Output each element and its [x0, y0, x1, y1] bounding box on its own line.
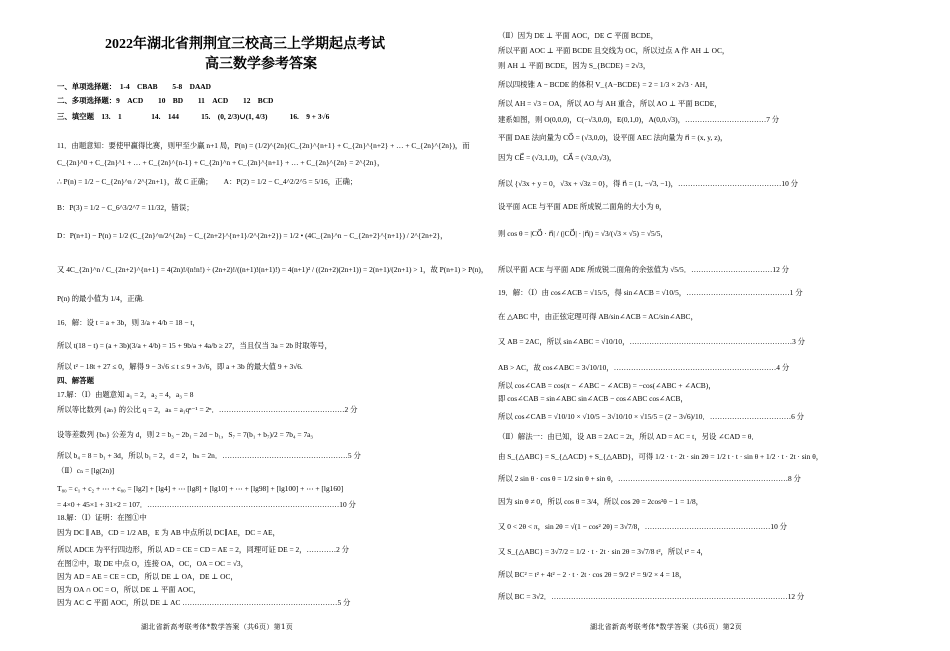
q18-line-3: 所以 ADCE 为平行四边形，所以 AD = CE = CD = AE = 2，同理可证 DE = 2，…………2 分	[57, 545, 350, 554]
q18-part2-line-8: 因为 CE⃗ = (√3,1,0)，CA⃗ = (√3,0,√3)，	[498, 153, 617, 162]
q17-line-4: 所以 b₄ = 8 = b₁ + 3d，所以 b₁ = 2，d = 2，bₙ = 2n．……………………………………………5 分	[57, 451, 361, 460]
q19-line-9: 由 S_{△ABC} = S_{△ACD} + S_{△ABD}，可得 1/2 · t · 2t · sin 2θ = 1/2 t · t · sin θ + 1/2 · t · 2t · sin θ，	[498, 452, 824, 461]
q16-line-3: 所以 t² − 18t + 27 ≤ 0，解得 9 − 3√6 ≤ t ≤ 9 + 3√6，即 a + 3b 的最大值 9 + 3√6.	[57, 362, 303, 371]
page-1-column	[57, 0, 489, 651]
q11-line-3: ∴ P(n) = 1/2 − C_{2n}^n / 2^{2n+1}，故 C 正确； A：P(2) = 1/2 − C_4^2/2^5 = 5/16，正确；	[57, 177, 358, 186]
document-title: 2022年湖北省荆荆宜三校高三上学期起点考试	[105, 37, 385, 52]
q11-line-5: D：P(n+1) − P(n) = 1/2 (C_{2n}^n/2^{2n} − C_{2n+2}^{n+1}/2^{2n+2}) = 1/2 • (4C_{2n}^n − C_{2n+2}^{n+1}) / 2^{2n+2}，	[57, 231, 448, 240]
q19-line-1: 19．解：（Ⅰ）由 cos∠ACB = √15/5，得 sin∠ACB = √10/5，……………………………………1 分	[498, 288, 803, 297]
q18-line-4: 在图②中，取 DE 中点 O，连接 OA，OC，OA = OC = √3，	[57, 559, 249, 568]
q18-part2-line-6: 建系如图，则 O(0,0,0)，C(−√3,0,0)，E(0,1,0)，A(0,0,√3)，……………………………7 分	[498, 115, 780, 124]
q17-line-6: T₈₀ = c₁ + c₂ + ⋯ + c₈₀ = [lg2] + [lg4] + ⋯ [lg8] + [lg10] + ⋯ + [lg98] + [lg100] + ⋯ + [lg160]	[57, 484, 344, 493]
q18-line-7: 因为 AC ⊂ 平面 AOC，所以 DE ⊥ AC ………………………………………………………5 分	[57, 598, 351, 607]
q16-line-1: 16．解：设 t = a + 3b，则 3/a + 4/b = 18 − t，	[57, 318, 200, 327]
q19-line-11: 因为 sin θ ≠ 0，所以 cos θ = 3/4，所以 cos 2θ = 2cos²θ − 1 = 1/8，	[498, 497, 704, 506]
section-heading-solutions: 四、解答题	[57, 376, 94, 385]
q16-line-2: 所以 t(18 − t) = (a + 3b)(3/a + 4/b) = 15 + 9b/a + 4a/b ≥ 27，当且仅当 3a = 2b 时取等号，	[57, 341, 332, 350]
q19-line-6: 即 cos∠CAB = sin∠ABC sin∠ACB − cos∠ABC cos∠ACB，	[498, 394, 688, 403]
q17-line-2: 所以等比数列 {aₙ} 的公比 q = 2，aₙ = a₁qⁿ⁻¹ = 2ⁿ．……………………………………………2 分	[57, 405, 358, 414]
document-subtitle: 高三数学参考答案	[205, 57, 317, 72]
fill-blank-answers: 三、填空题 13. 1 14. 144 15. (0, 2/3)∪(1, 4/3) 16. 9 + 3√6	[57, 112, 330, 121]
q18-line-1: 18.解：（Ⅰ）证明：在图①中	[57, 513, 147, 522]
q18-part2-line-11: 则 cos θ = |CO⃗ · n⃗| / (|CO⃗| · |n⃗|) = √3/(√3 × √5) = √5/5，	[498, 229, 668, 238]
q18-part2-line-5: 所以 AH = √3 = OA，所以 AO 与 AH 重合，所以 AO ⊥ 平面 BCDE，	[498, 99, 722, 108]
q11-line-6: 又 4C_{2n}^n / C_{2n+2}^{n+1} = 4(2n)!/(n!n!) ÷ (2n+2)!/((n+1)!(n+1)!) = 4(n+1)² / ((2n+2)(2n+1)) = 2(n+1)/(2n+1) > 1，故 P(n+1) > P(n)，	[57, 265, 489, 274]
page-2-footer: 湖北省新高考联考体*数学答案（共6页）第2页	[590, 623, 743, 631]
q11-line-4: B：P(3) = 1/2 − C_6^3/2^7 = 11/32，错误；	[57, 203, 194, 212]
q19-line-7: 所以 cos∠CAB = √10/10 × √10/5 − 3√10/10 × √15/5 = (2 − 3√6)/10．……………………………6 分	[498, 412, 805, 421]
q17-line-3: 设等差数列 {bₙ} 公差为 d，则 2 = b₃ − 2b₁ = 2d − b₁，S₇ = 7(b₁ + b₇)/2 = 7b₄ = 7a₃	[57, 430, 313, 439]
q18-part2-line-4: 所以四棱锥 A − BCDE 的体积 V_{A−BCDE} = 2 = 1/3 × 2√3 · AH，	[498, 80, 713, 89]
multi-choice-answers: 二、多项选择题：9 ACD 10 BD 11 ACD 12 BCD	[57, 96, 274, 105]
q11-line-1: 11．由题意知：要使甲赢得比赛，则甲至少赢 n+1 局，P(n) = (1/2)^{2n}(C_{2n}^{n+1} + C_{2n}^{n+2} + … + C_{2n}^{2n})，而	[57, 141, 470, 150]
q19-line-2: 在 △ABC 中，由正弦定理可得 AB/sin∠ACB = AC/sin∠ABC，	[498, 312, 698, 321]
q11-line-7: P(n) 的最小值为 1/4，正确.	[57, 294, 144, 303]
single-choice-answers: 一、单项选择题： 1-4 CBAB 5-8 DAAD	[57, 82, 211, 91]
q18-part2-line-2: 所以平面 AOC ⊥ 平面 BCDE 且交线为 OC，所以过点 A 作 AH ⊥ OC，	[498, 46, 730, 55]
q19-line-4: AB > AC，故 cos∠ABC = 3√10/10，…………………………………………………………4 分	[498, 363, 790, 372]
q19-line-3: 又 AB = 2AC，所以 sin∠ABC = √10/10，…………………………………………………………3 分	[498, 337, 806, 346]
q18-part2-line-3: 则 AH ⊥ 平面 BCDE，因为 S_{BCDE} = 2√3，	[498, 61, 651, 70]
q11-line-2: C_{2n}^0 + C_{2n}^1 + … + C_{2n}^{n-1} + C_{2n}^n + C_{2n}^{n+1} + … + C_{2n}^{2n} = 2^{2n}，	[57, 158, 385, 167]
q19-line-15: 所以 BC = 3√2．……………………………………………………………………………………12 分	[498, 592, 805, 601]
q19-line-14: 所以 BC² = t² + 4t² − 2 · t · 2t · cos 2θ = 9/2 t² = 9/2 × 4 = 18，	[498, 570, 687, 579]
q17-line-5: （Ⅱ）cₙ = [lg(2n)]	[57, 466, 115, 475]
q18-line-2: 因为 DC ∥ AB，CD = 1/2 AB，E 为 AB 中点所以 DC∥AE，DC = AE，	[57, 528, 280, 537]
q19-line-5: 所以 cos∠CAB = cos(π − ∠ABC − ∠ACB) = −cos(∠ABC + ∠ACB)，	[498, 381, 716, 390]
q19-line-10: 所以 2 sin θ · cos θ = 1/2 sin θ + sin θ，……………………………………………………………8 分	[498, 474, 801, 483]
q19-line-8: （Ⅱ）解法一：由已知，设 AB = 2AC = 2t，所以 AD = AC = t，另设 ∠CAD = θ．	[498, 432, 759, 441]
q17-line-7: = 4×0 + 45×1 + 31×2 = 107．……………………………………………………………………10 分	[57, 500, 356, 509]
page-2-column	[498, 0, 893, 651]
page-1-footer: 湖北省新高考联考体*数学答案（共6页）第1页	[141, 623, 294, 631]
q18-part2-line-7: 平面 DAE 法向量为 CO⃗ = (√3,0,0)，设平面 AEC 法向量为 n⃗ = (x, y, z)，	[498, 133, 728, 142]
q19-line-13: 又 S_{△ABC} = 3√7/2 = 1/2 · t · 2t · sin 2θ = 3√7/8 t²，所以 t² = 4，	[498, 547, 708, 556]
q18-part2-line-10: 设平面 ACE 与平面 ADE 所成锐二面角的大小为 θ，	[498, 202, 667, 211]
q18-part2-line-12: 所以平面 ACE 与平面 ADE 所成锐二面角的余弦值为 √5/5．……………………………12 分	[498, 265, 790, 274]
q18-part2-line-1: （Ⅱ）因为 DE ⊥ 平面 AOC，DE ⊂ 平面 BCDE，	[498, 31, 659, 40]
q17-line-1: 17.解：（Ⅰ）由题意知 a₁ = 2，a₂ = 4，a₃ = 8	[57, 390, 194, 399]
q18-line-5: 因为 AD = AE = CE = CD，所以 DE ⊥ OA，DE ⊥ OC，	[57, 572, 238, 581]
q18-line-6: 因为 OA ∩ OC = O，所以 DE ⊥ 平面 AOC，	[57, 585, 201, 594]
q19-line-12: 又 0 < 2θ < π，sin 2θ = √(1 − cos² 2θ) = 3√7/8，……………………………………………10 分	[498, 522, 787, 531]
q18-part2-line-9: 所以 {√3x + y = 0，√3x + √3z = 0}，得 n⃗ = (1, −√3, −1)，……………………………………10 分	[498, 179, 799, 188]
